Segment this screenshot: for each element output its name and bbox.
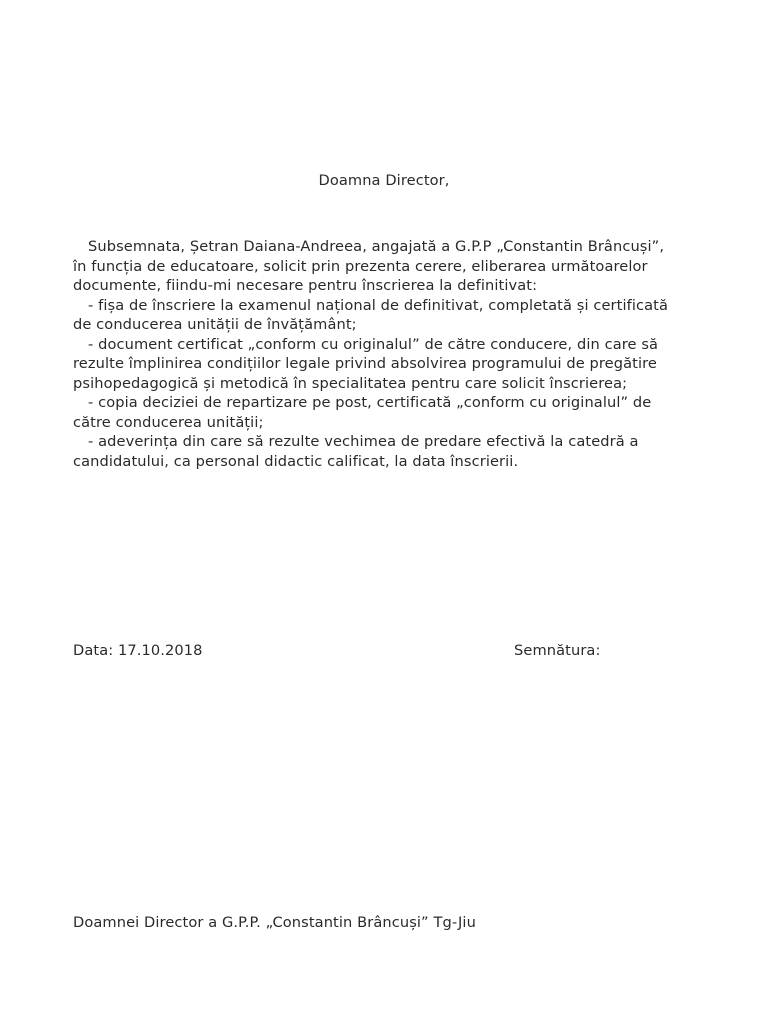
document-list-item: - adeverința din care să rezulte vechimea de predare efectivă la catedră a bbox=[88, 433, 639, 450]
body-line: Subsemnata, Șetran Daiana-Andreea, angajată a G.P.P „Constantin Brâncuși”, bbox=[88, 238, 665, 255]
addressee-line: Doamnei Director a G.P.P. „Constantin Brâncuși” Tg-Jiu bbox=[73, 914, 476, 931]
body-line: în funcția de educatoare, solicit prin prezenta cerere, eliberarea următoarelor bbox=[73, 257, 648, 275]
document-list-item: - document certificat „conform cu originalul” de către conducere, din care să bbox=[88, 335, 659, 353]
salutation: Doamna Director, bbox=[318, 172, 450, 189]
body-line: către conducerea unității; bbox=[73, 413, 264, 431]
signature-field: Semnătura: bbox=[514, 642, 601, 659]
body-line: candidatului, ca personal didactic calificat, la data înscrierii. bbox=[73, 452, 519, 470]
date-field: Data: 17.10.2018 bbox=[73, 642, 203, 659]
document-list-item: - fișa de înscriere la examenul național de definitivat, completată și certificată bbox=[88, 296, 669, 314]
body-line: documente, fiindu-mi necesare pentru înscrierea la definitivat: bbox=[73, 277, 538, 294]
request-body bbox=[73, 237, 713, 471]
body-line: psihopedagogică și metodică în specialitatea pentru care solicit înscrierea; bbox=[73, 374, 628, 392]
body-line: de conducerea unității de învățământ; bbox=[73, 316, 357, 333]
body-line: rezulte împlinirea condițiilor legale privind absolvirea programului de pregătire bbox=[73, 355, 658, 372]
document-list-item: - copia deciziei de repartizare pe post, certificată „conform cu originalul” de bbox=[88, 394, 652, 411]
